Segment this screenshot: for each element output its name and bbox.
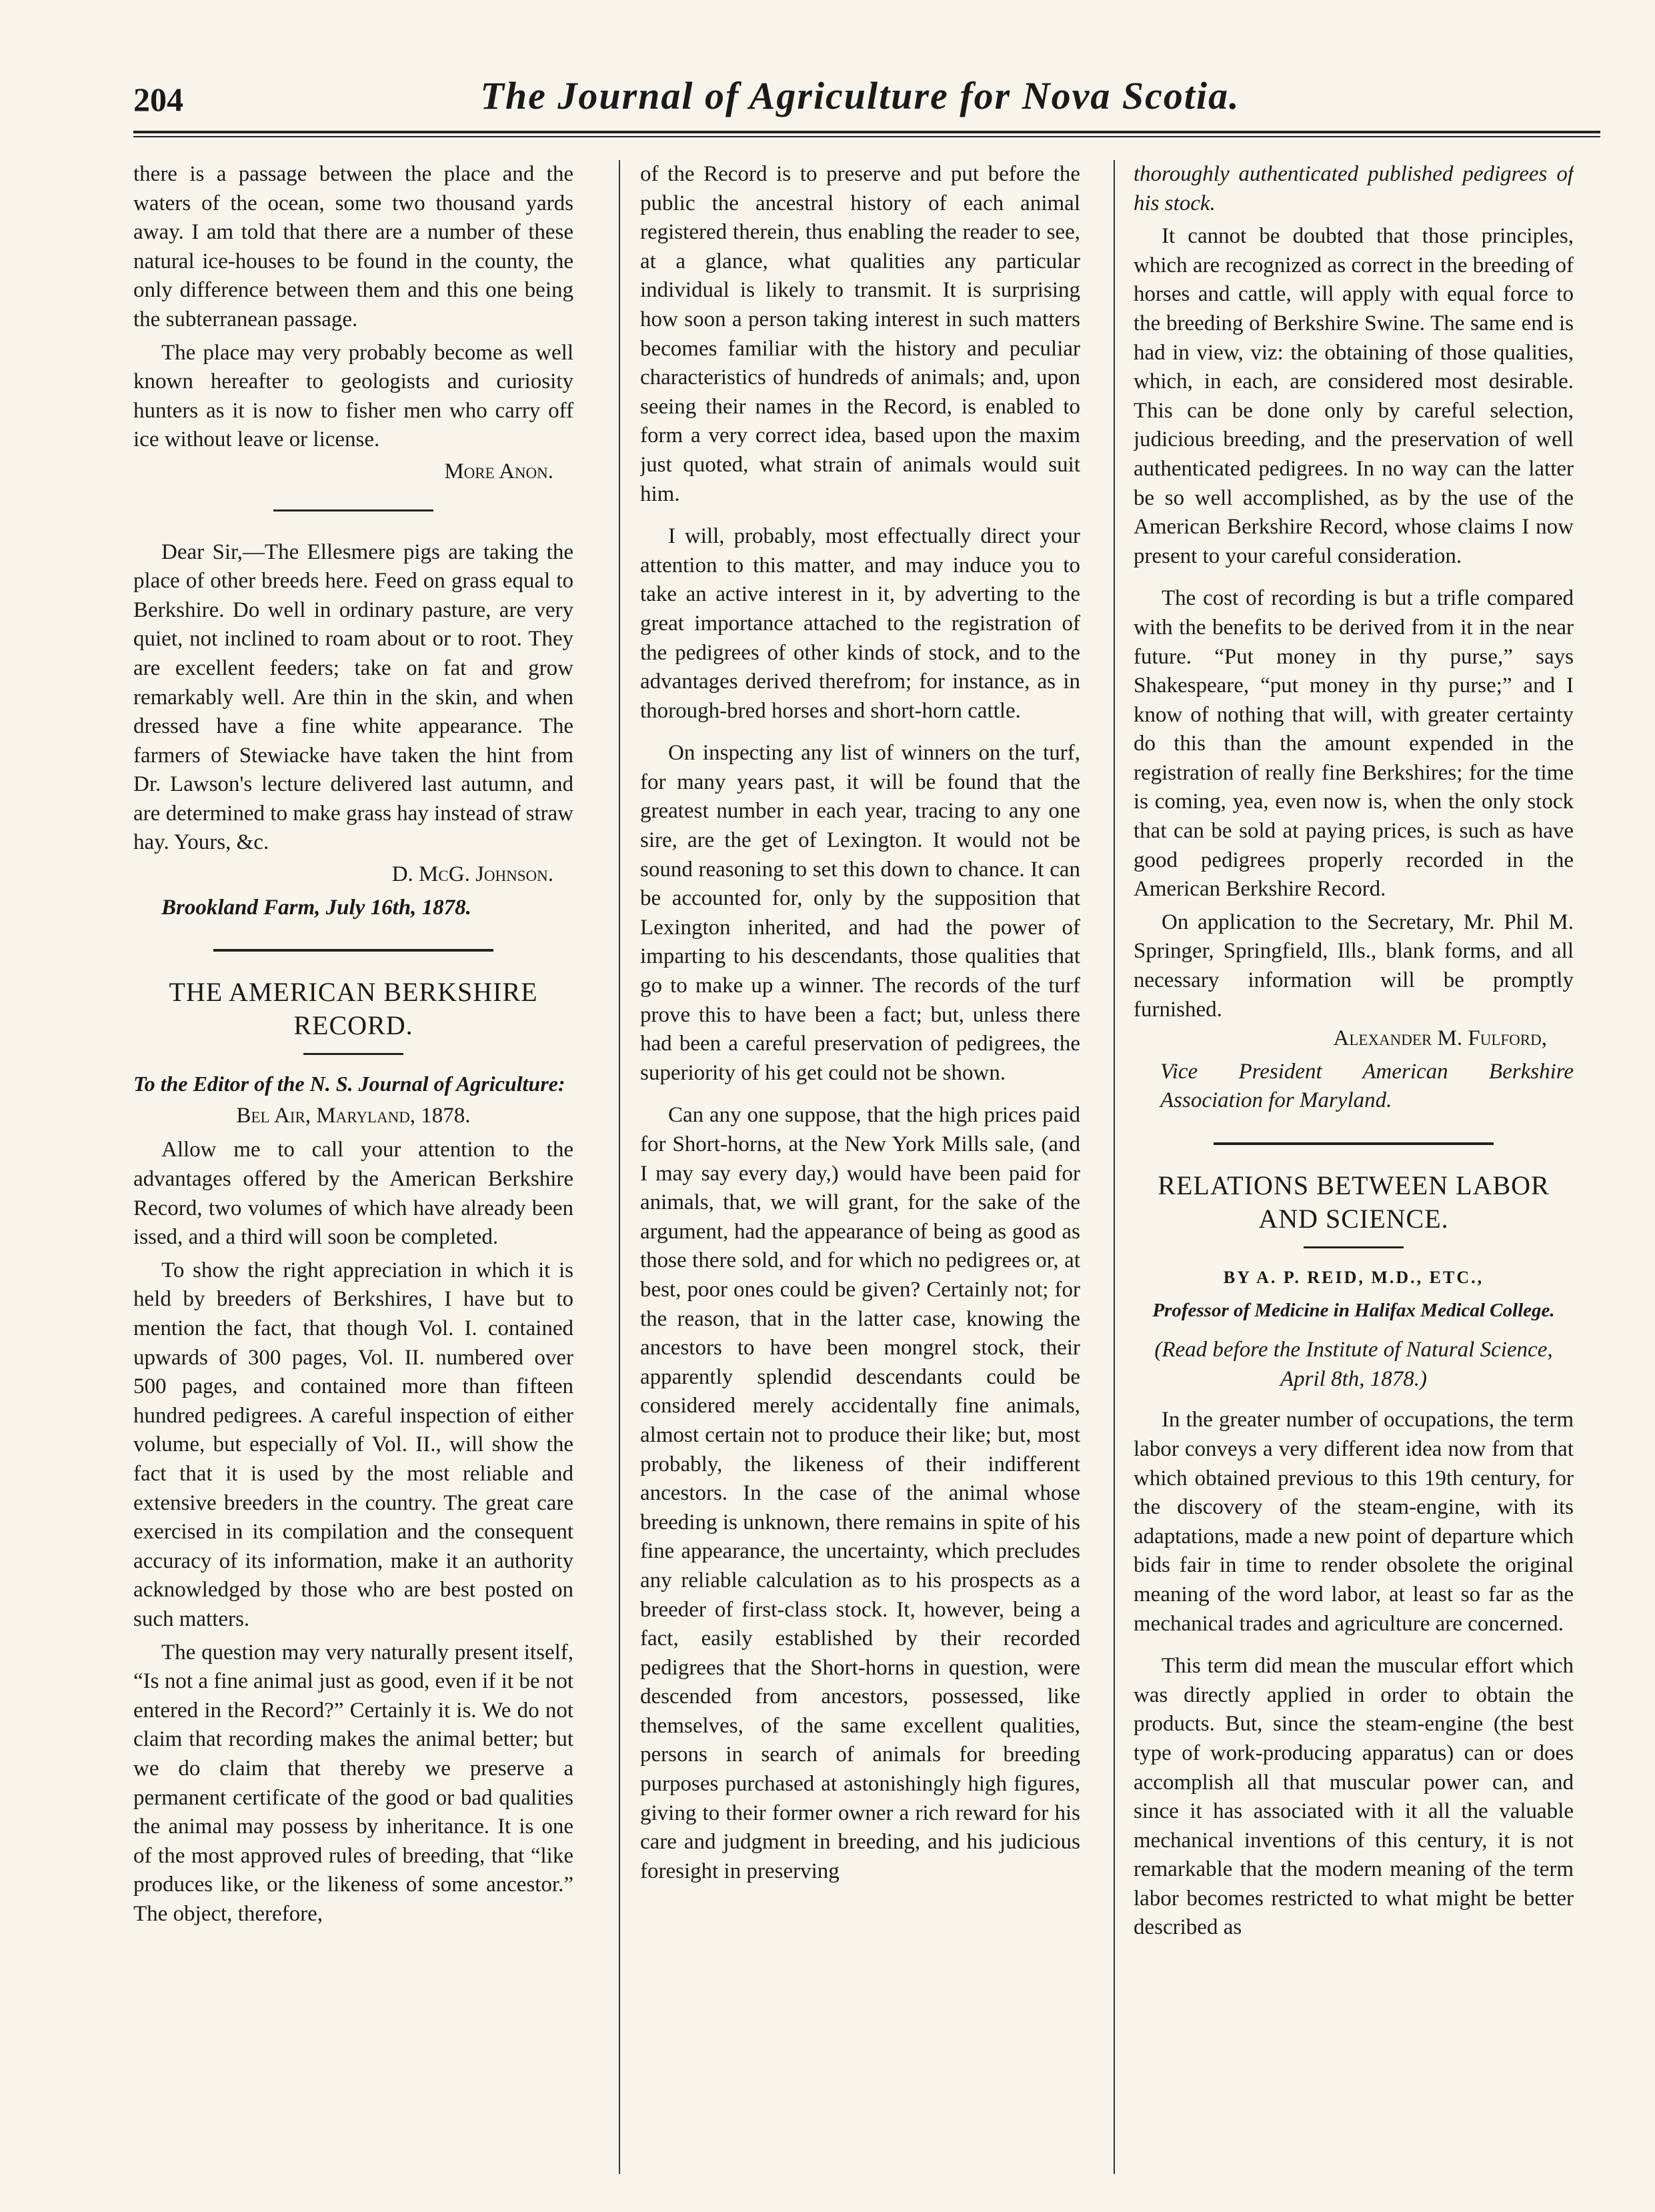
- title-line: RECORD.: [293, 1010, 413, 1041]
- article-title: [133, 976, 573, 1042]
- title-rule: [1304, 1246, 1404, 1248]
- paragraph: On inspecting any list of winners on the turf, for many years past, it will be found that the greatest number in each year, tracing to any one sire, are the get of Lexington. It would not be sound reasoning to set this down to chance. It can be accounted for, only by the supposition that Lexington inherited, and had the power of imparting to his descendants, those qualities that go to make up a winner. The records of the turf prove this to have been a fact; but, unless there had been a careful preservation of pedigrees, the superiority of his get could not be shown.: [640, 741, 1080, 1085]
- paragraph: I will, probably, most effectually direct your attention to this matter, and may induce you to take an active interest in it, by adverting to the great importance attached to the registration of the pedigrees of other kinds of stock, and to the advantages derived therefrom; for instance, as in thorough-bred horses and short-horn cattle.: [640, 524, 1080, 723]
- paragraph: Can any one suppose, that the high prices paid for Short-horns, at the New York Mills sale, (and I may say every day,) would have been paid for animals, that, we will grant, for the sake of the argument, had the appearance of being as good as those there sold, and for which no pedigrees or, at best, poor ones could be given? Certainly not; for the reason, that in the latter case, knowing the ancestors to have been mongrel stock, their apparently splendid descendants could be considered merely accidentally fine animals, almost certain not to produce their like; but, most probably, the likeness of their indifferent ancestors. In the case of the animal whose breeding is unknown, there remains in spite of his fine appearance, the uncertainty, which precludes any reliable calculation as to his prospects as a breeder of first-class stock. It, however, being a fact, easily established by their recorded pedigrees that the Short-horns in question, were descended from ancestors, possessed, like themselves, of the same excellent qualities, persons in search of animals for breeding purposes purchased at astonishingly high figures, giving to their former owner a rich reward for his care and judgment in breeding, and his judicious foresight in preserving: [640, 1103, 1080, 1883]
- byline: BY A. P. REID, M.D., ETC.,: [1223, 1268, 1484, 1287]
- dateline: Brookland Farm, July 16th, 1878.: [161, 895, 471, 920]
- paragraph: This term did mean the muscular effort which was directly applied in order to obtain the products. But, since the steam-engine (the best type of work-producing apparatus) can or does accomplish all that muscular power can, and since it has associated with it all the valuable mechanical inventions of this century, it is not remarkable that the modern meaning of the term labor becomes restricted to what might be better described as: [1134, 1654, 1574, 1940]
- paragraph: On application to the Secretary, Mr. Phil M. Springer, Springfield, Ills., blank forms, and all necessary information will be promptly furnished.: [1134, 910, 1574, 1022]
- place-date: Bel Air, Maryland, 1878.: [236, 1103, 471, 1128]
- author-affiliation: Professor of Medicine in Halifax Medical College.: [1152, 1299, 1555, 1321]
- paragraph: To show the right appreciation in which it is held by breeders of Berkshires, I have but to mention the fact, that though Vol. I. contained upwards of 300 pages, Vol. II. numbered over 500 pages, and contained more than fifteen hundred pedigrees. A careful inspection of either volume, but especially of Vol. II., will show the fact that it is used by the most reliable and extensive breeders in the country. The great care exercised in its compilation and the consequent accuracy of its information, make it an authority acknowledged by those who are best posted on such matters.: [133, 1258, 573, 1631]
- column-divider: [1114, 160, 1115, 2174]
- column-3: [1134, 160, 1574, 2174]
- title-line: THE AMERICAN BERKSHIRE: [169, 977, 538, 1008]
- paragraph: The place may very probably become as well known hereafter to geologists and curiosity hunters as it is now to fisher men who carry off ice without leave or license.: [133, 340, 573, 452]
- title-line: AND SCIENCE.: [1258, 1204, 1449, 1234]
- column-divider: [619, 160, 620, 2174]
- signature: D. McG. Johnson.: [391, 862, 553, 887]
- column-1: [133, 160, 573, 2174]
- article-title: [1134, 1169, 1574, 1236]
- editor-address: To the Editor of the N. S. Journal of Agriculture:: [133, 1072, 565, 1096]
- section-rule: [1214, 1142, 1494, 1145]
- letter-paragraph: Dear Sir,—The Ellesmere pigs are taking the place of other breeds here. Feed on grass equal to Berkshire. Do well in ordinary pasture, are very quiet, not inclined to roam about or to root. They are excellent feeders; take on fat and grow remarkably well. Are thin in the skin, and when dressed have a fine white appearance. The farmers of Stewiacke have taken the hint from Dr. Lawson's lecture delivered last autumn, and are determined to make grass hay instead of straw hay. Yours, &c.: [133, 539, 573, 855]
- section-rule: [213, 949, 493, 952]
- paragraph: It cannot be doubted that those principles, which are recognized as correct in the breeding of horses and cattle, will apply with equal force to the breeding of Berkshire Swine. The same end is had in view, viz: the obtaining of those qualities, which, in each, are considered most desirable. This can be done only by careful selection, judicious breeding, and the preservation of well authenticated pedigrees. In no way can the latter be so well accomplished, as by the use of the American Berkshire Record, whose claims I now present to your careful consideration.: [1134, 224, 1574, 568]
- paragraph: thoroughly authenticated published pedigrees of his stock.: [1134, 162, 1574, 215]
- header-rule: [133, 131, 1600, 137]
- paragraph: there is a passage between the place and the waters of the ocean, some two thousand yards away. I am told that there are a number of these natural ice-houses to be found in the county, the only difference between them and this one being the subterranean passage.: [133, 162, 573, 331]
- section-rule: [273, 509, 433, 511]
- running-title: The Journal of Agriculture for Nova Scotia.: [480, 74, 1240, 117]
- title-line: RELATIONS BETWEEN LABOR: [1158, 1170, 1550, 1200]
- paragraph: In the greater number of occupations, the term labor conveys a very different idea now from that which obtained previous to this 19th century, for the discovery of the steam-engine, with its adaptations, made a new point of departure which bids fair in time to render obsolete the original meaning of the word labor, at least so far as the mechanical trades and agriculture are concerned.: [1134, 1408, 1574, 1636]
- page-header: [133, 73, 1587, 133]
- paragraph: of the Record is to preserve and put before the public the ancestral history of each animal registered therein, thus enabling the reader to see, at a glance, what qualities any particular individual is likely to transmit. It is surprising how soon a person taking interest in such matters becomes familiar with the history and peculiar characteristics of hundreds of animals; and, upon seeing their names in the Record, is enabled to form a very correct idea, based upon the maxim just quoted, what strain of animals would suit him.: [640, 162, 1080, 506]
- signature-title: Vice President American Berkshire Association for Maryland.: [1160, 1059, 1574, 1113]
- paragraph: Allow me to call your attention to the advantages offered by the American Berkshire Record, two volumes of which have already been issed, and a third will soon be completed.: [133, 1138, 573, 1250]
- read-note: (Read before the Institute of Natural Science, April 8th, 1878.): [1154, 1338, 1553, 1391]
- title-rule: [303, 1053, 403, 1055]
- column-2: [640, 160, 1080, 2174]
- paragraph: The cost of recording is but a trifle compared with the benefits to be derived from it in the near future. “Put money in thy purse,” says Shakespeare, “put money in thy purse;” and I know of nothing that will, with greater certainty do this than the amount expended in the registration of really fine Berkshires; for the time is coming, yea, even now is, when the only stock that can be sold at paying prices, is such as have good pedigrees properly recorded in the American Berkshire Record.: [1134, 586, 1574, 902]
- paragraph: The question may very naturally present itself, “Is not a fine animal just as good, even if it be not entered in the Record?” Certainly it is. We do not claim that recording makes the animal better; but we do claim that thereby we preserve a permanent certificate of the good or bad qualities the animal may possess by inheritance. It is one of the most approved rules of breeding, that “like produces like, or the likeness of some ancestor.” The object, therefore,: [133, 1640, 573, 1926]
- page-number: 204: [133, 81, 183, 118]
- signature: Alexander M. Fulford,: [1333, 1026, 1547, 1051]
- signature: More Anon.: [444, 459, 553, 483]
